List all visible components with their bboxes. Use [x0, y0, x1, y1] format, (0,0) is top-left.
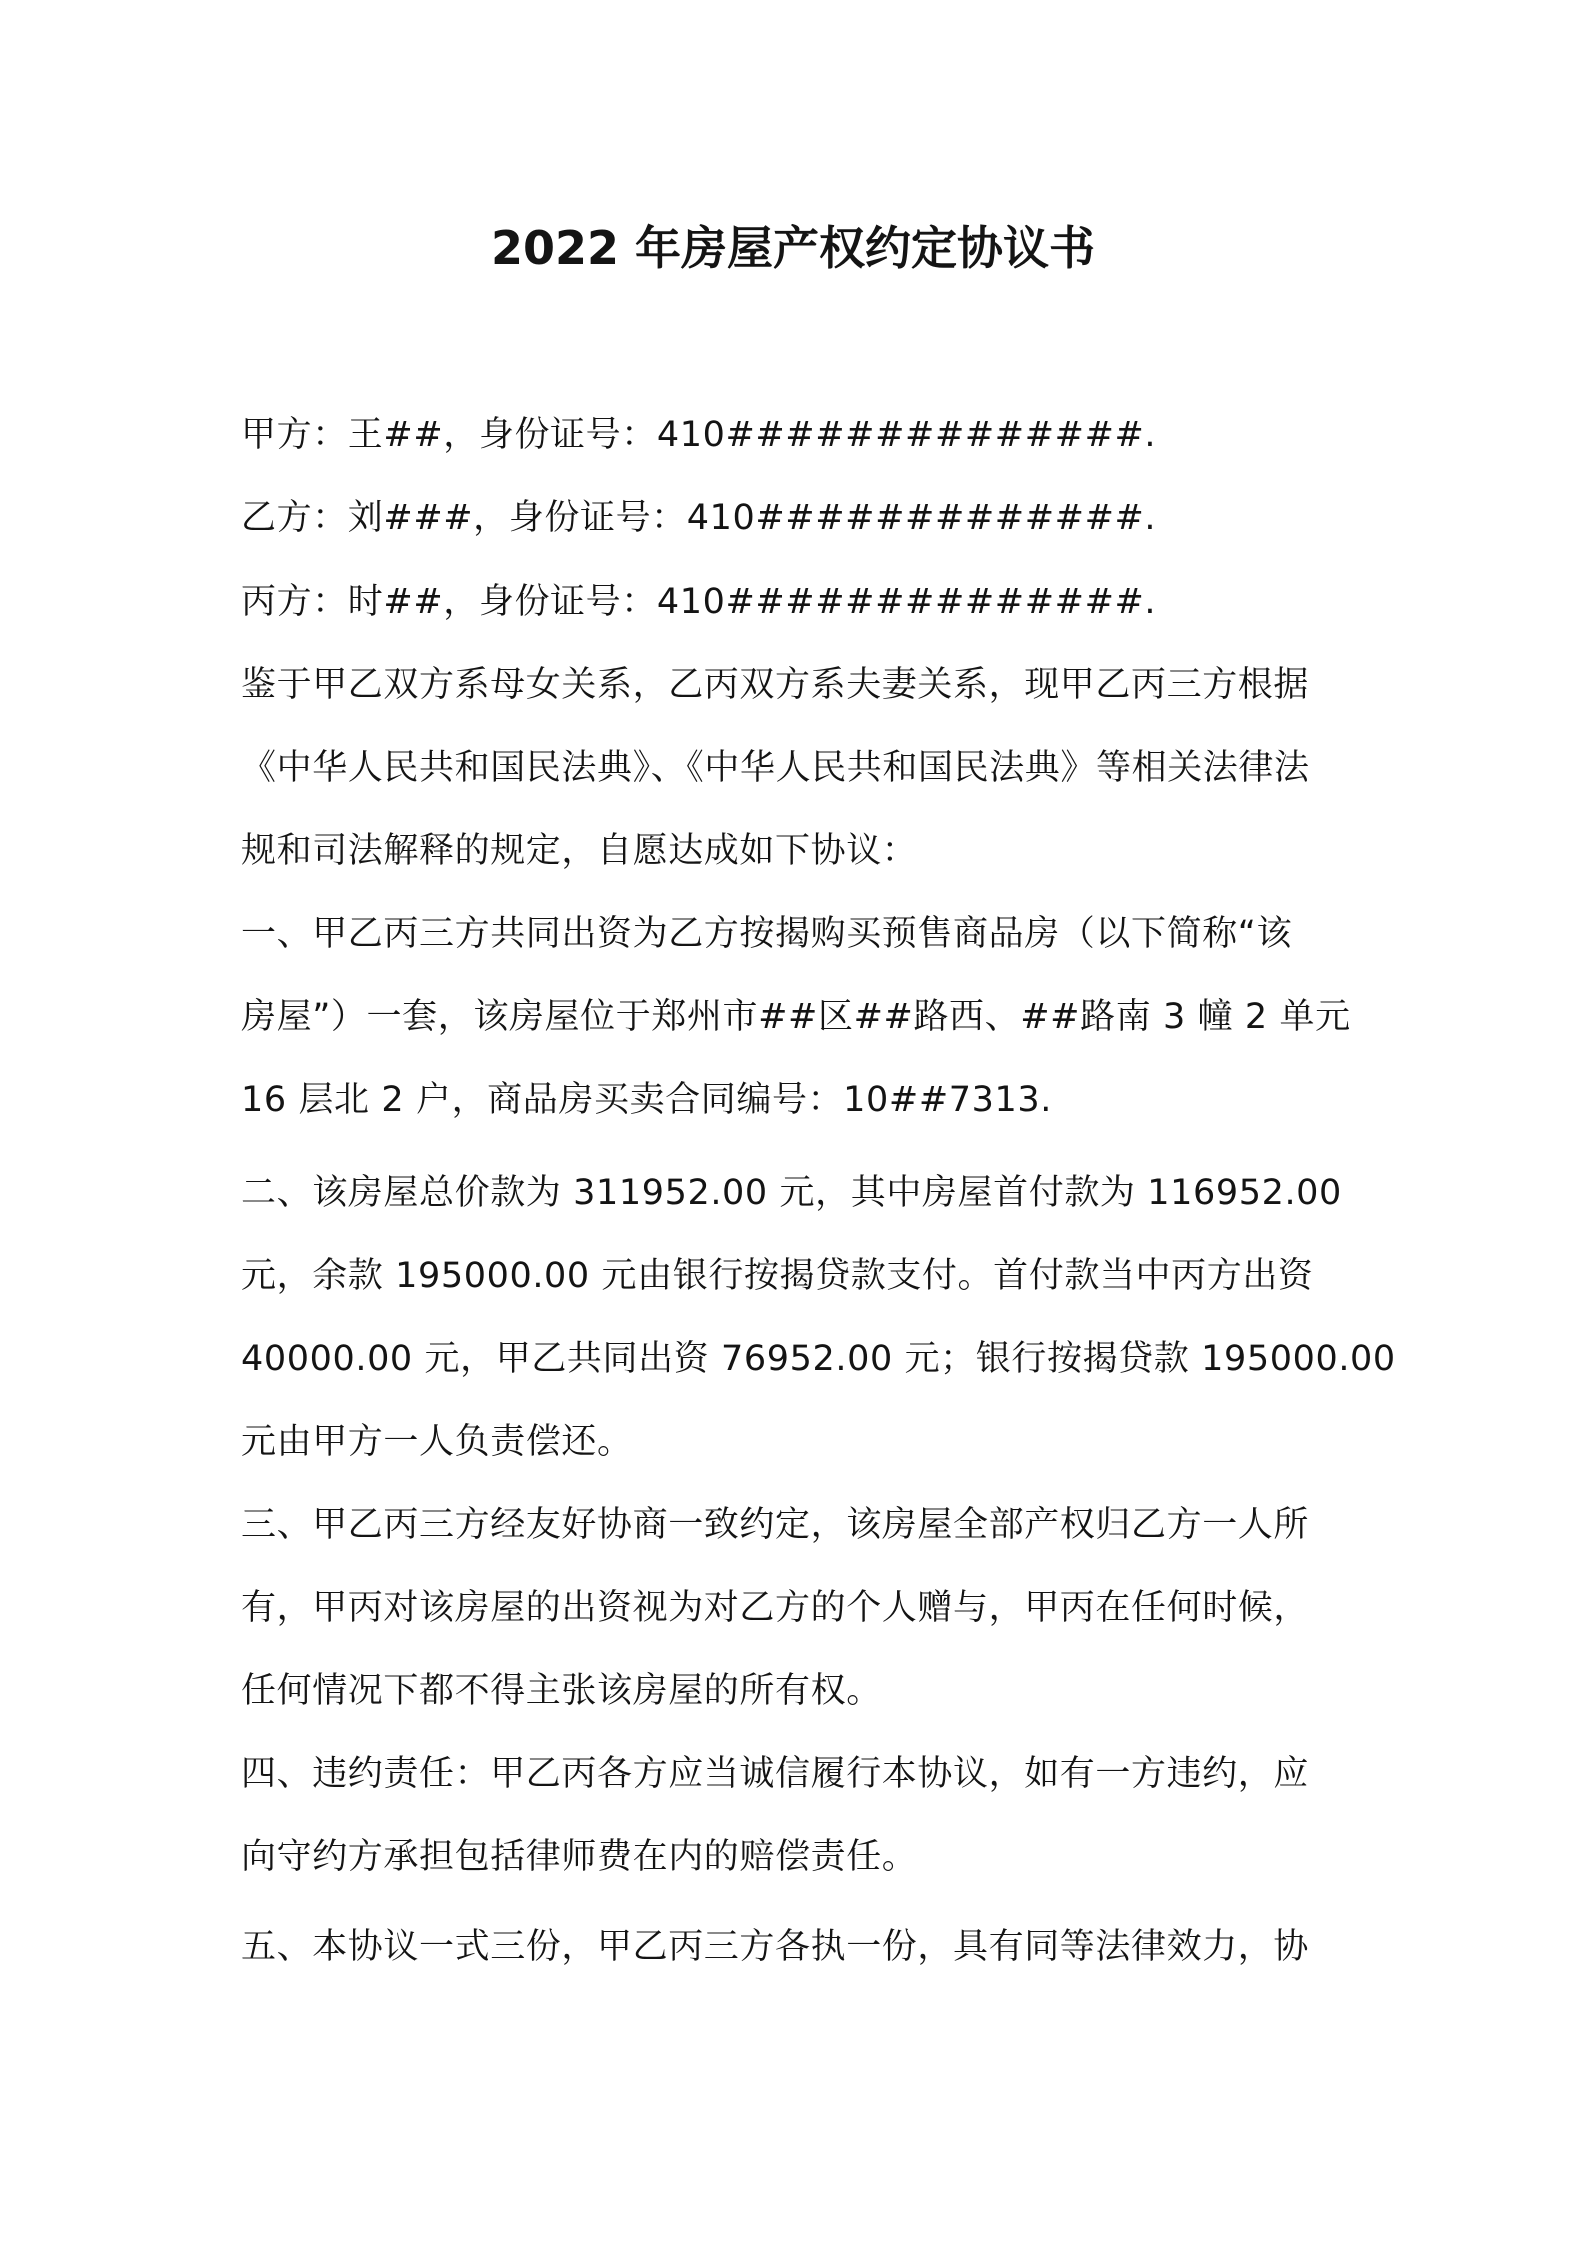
clause-4-line-2: 向守约方承担包括律师费在内的赔偿责任。 [241, 1837, 918, 1877]
party-c-line: 丙方：时##，身份证号：410##############. [241, 582, 1157, 622]
clause-1-line-3: 16 层北 2 户，商品房买卖合同编号：10##7313. [241, 1080, 1052, 1120]
clause-1-line-2: 房屋”）一套，该房屋位于郑州市##区##路西、##路南 3 幢 2 单元 [241, 997, 1351, 1037]
preamble-line-2: 《中华人民共和国民法典》、《中华人民共和国民法典》等相关法律法 [241, 748, 1310, 788]
clause-2-line-3: 40000.00 元，甲乙共同出资 76952.00 元；银行按揭贷款 195000.00 [241, 1339, 1396, 1379]
clause-2-line-4: 元由甲方一人负责偿还。 [241, 1422, 633, 1462]
clause-3-line-1: 三、甲乙丙三方经友好协商一致约定，该房屋全部产权归乙方一人所 [241, 1505, 1310, 1545]
preamble-line-1: 鉴于甲乙双方系母女关系，乙丙双方系夫妻关系，现甲乙丙三方根据 [241, 665, 1310, 705]
clause-2-line-1: 二、该房屋总价款为 311952.00 元，其中房屋首付款为 116952.00 [241, 1173, 1342, 1213]
party-a-line: 甲方：王##，身份证号：410##############. [241, 415, 1157, 455]
preamble-line-3: 规和司法解释的规定，自愿达成如下协议： [241, 831, 918, 871]
clause-3-line-2: 有，甲丙对该房屋的出资视为对乙方的个人赠与，甲丙在任何时候， [241, 1588, 1310, 1628]
party-b-line: 乙方：刘###，身份证号：410#############. [241, 498, 1157, 538]
clause-4-line-1: 四、违约责任：甲乙丙各方应当诚信履行本协议，如有一方违约，应 [241, 1754, 1310, 1794]
clause-2-line-2: 元，余款 195000.00 元由银行按揭贷款支付。首付款当中丙方出资 [241, 1256, 1314, 1296]
clause-5-line-1: 五、本协议一式三份，甲乙丙三方各执一份，具有同等法律效力，协 [241, 1927, 1310, 1967]
clause-1-line-1: 一、甲乙丙三方共同出资为乙方按揭购买预售商品房（以下简称“该 [241, 914, 1293, 954]
clause-3-line-3: 任何情况下都不得主张该房屋的所有权。 [241, 1671, 882, 1711]
document-title: 2022 年房屋产权约定协议书 [490, 221, 1096, 275]
